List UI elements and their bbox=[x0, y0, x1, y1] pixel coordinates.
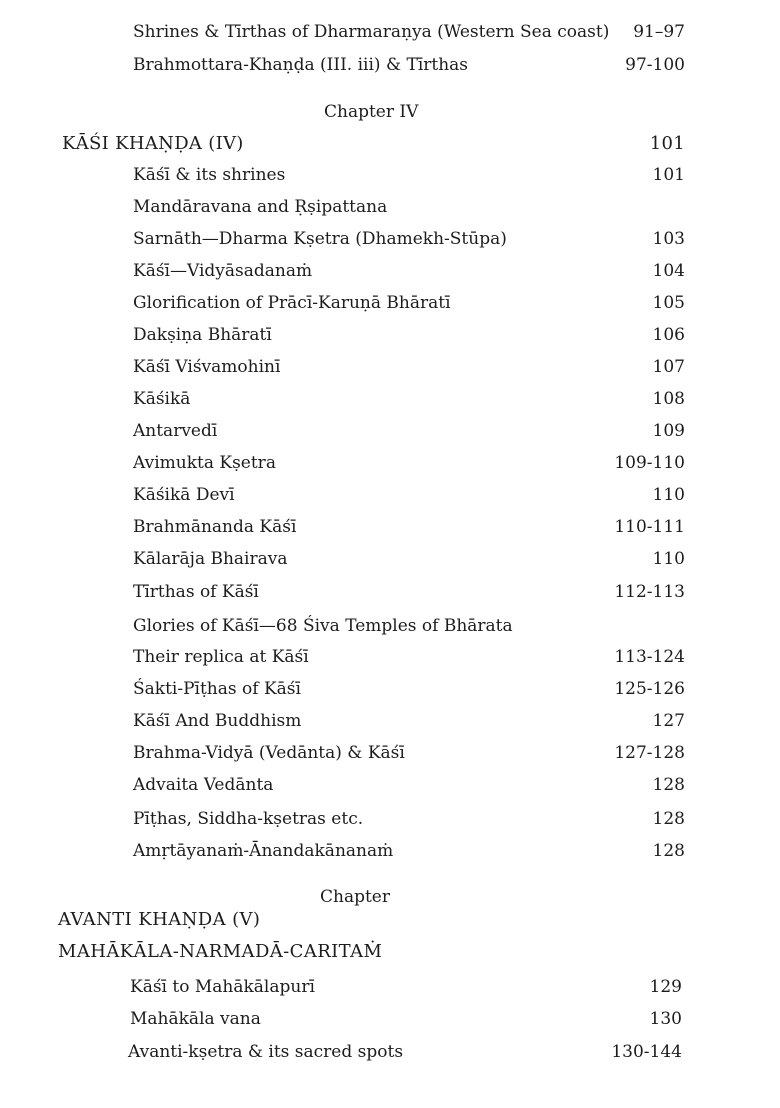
toc-entry bbox=[133, 321, 685, 349]
toc-entry-pages: 108 bbox=[652, 389, 685, 409]
toc-entry-title: Mahākāla vana bbox=[130, 1009, 261, 1029]
chapter-heading: Chapter bbox=[320, 887, 390, 907]
toc-entry-title: Kāśī—Vidyāsadanaṁ bbox=[133, 261, 313, 281]
toc-entry bbox=[133, 481, 685, 509]
toc-entry-pages: 110 bbox=[652, 549, 685, 569]
toc-entry-pages: 104 bbox=[652, 261, 685, 281]
toc-entry bbox=[128, 1038, 682, 1066]
toc-entry-title: Avanti-kṣetra & its sacred spots bbox=[128, 1042, 404, 1062]
toc-entry-title: Kāśī & its shrines bbox=[133, 165, 286, 185]
toc-entry bbox=[133, 257, 685, 285]
toc-entry bbox=[133, 193, 685, 221]
toc-entry-pages: 112-113 bbox=[614, 582, 685, 602]
toc-entry bbox=[133, 289, 685, 317]
toc-entry bbox=[130, 1005, 682, 1033]
toc-entry bbox=[133, 771, 685, 799]
toc-entry bbox=[133, 18, 685, 46]
toc-entry-title: Shrines & Tīrthas of Dharmaraṇya (Western Sea coast) bbox=[133, 22, 610, 42]
toc-entry-title: Glories of Kāśī—68 Śiva Temples of Bhārata bbox=[133, 616, 513, 636]
section-pages: 101 bbox=[649, 133, 685, 154]
toc-entry-pages: 109-110 bbox=[614, 453, 685, 473]
toc-entry-title: Glorification of Prācī-Karuṇā Bhāratī bbox=[133, 293, 451, 313]
toc-entry-title: Antarvedī bbox=[133, 421, 218, 441]
toc-entry-pages: 130 bbox=[649, 1009, 682, 1029]
toc-entry-title: Their replica at Kāśī bbox=[133, 647, 309, 667]
toc-entry-title: Advaita Vedānta bbox=[133, 775, 274, 795]
toc-entry bbox=[133, 51, 685, 79]
toc-entry-title: Kāśī Viśvamohinī bbox=[133, 357, 281, 377]
toc-entry-title: Pīṭhas, Siddha-kṣetras etc. bbox=[133, 809, 364, 829]
toc-entry-pages: 101 bbox=[652, 165, 685, 185]
toc-entry bbox=[130, 973, 682, 1001]
toc-entry bbox=[133, 225, 685, 253]
toc-entry-title: Tīrthas of Kāśī bbox=[133, 582, 259, 602]
section-subtitle: MAHĀKĀLA-NARMADĀ-CARITAṀ bbox=[58, 941, 383, 962]
toc-entry-pages: 103 bbox=[652, 229, 685, 249]
toc-entry bbox=[133, 385, 685, 413]
toc-entry-pages: 106 bbox=[652, 325, 685, 345]
toc-entry-pages: 91–97 bbox=[633, 22, 685, 42]
toc-entry bbox=[133, 578, 685, 606]
toc-entry bbox=[133, 161, 685, 189]
section-title-row bbox=[62, 130, 685, 158]
toc-entry-pages: 127 bbox=[652, 711, 685, 731]
toc-entry-title: Kāśikā Devī bbox=[133, 485, 235, 505]
toc-entry-title: Dakṣiṇa Bhāratī bbox=[133, 325, 272, 345]
toc-entry-pages: 110-111 bbox=[614, 517, 685, 537]
toc-entry bbox=[133, 513, 685, 541]
toc-entry bbox=[133, 449, 685, 477]
toc-entry bbox=[133, 417, 685, 445]
toc-entry-pages: 128 bbox=[652, 841, 685, 861]
toc-entry-title: Kālarāja Bhairava bbox=[133, 549, 288, 569]
toc-entry-title: Amṛtāyanaṁ-Ānandakānanaṁ bbox=[133, 841, 394, 861]
toc-entry-title: Kāśī to Mahākālapurī bbox=[130, 977, 315, 997]
toc-entry bbox=[133, 545, 685, 573]
toc-entry-title: Kāśī And Buddhism bbox=[133, 711, 302, 731]
toc-entry-title: Avimukta Kṣetra bbox=[133, 453, 276, 473]
toc-entry bbox=[133, 643, 685, 671]
toc-entry-pages: 107 bbox=[652, 357, 685, 377]
toc-entry-pages: 130-144 bbox=[611, 1042, 682, 1062]
toc-entry-title: Kāśikā bbox=[133, 389, 191, 409]
section-title: AVANTI KHAṆḌA (V) bbox=[58, 909, 261, 930]
toc-entry-pages: 127-128 bbox=[614, 743, 685, 763]
toc-entry bbox=[133, 353, 685, 381]
toc-entry-pages: 109 bbox=[652, 421, 685, 441]
toc-entry-pages: 113-124 bbox=[614, 647, 685, 667]
section-title: KĀŚI KHAṆḌA (IV) bbox=[62, 133, 244, 154]
toc-entry-pages: 97-100 bbox=[625, 55, 685, 75]
toc-entry-title: Sarnāth—Dharma Kṣetra (Dhamekh-Stūpa) bbox=[133, 229, 507, 249]
toc-entry-title: Brahmottara-Khaṇḍa (III. iii) & Tīrthas bbox=[133, 55, 469, 75]
toc-entry bbox=[133, 739, 685, 767]
toc-entry-pages: 128 bbox=[652, 775, 685, 795]
toc-entry-pages: 129 bbox=[649, 977, 682, 997]
toc-entry bbox=[133, 707, 685, 735]
toc-entry-title: Śakti-Pīṭhas of Kāśī bbox=[133, 679, 301, 699]
toc-entry-title: Mandāravana and Ṛṣipattana bbox=[133, 197, 388, 217]
toc-entry bbox=[133, 837, 685, 865]
toc-entry-pages: 110 bbox=[652, 485, 685, 505]
toc-entry-title: Brahmānanda Kāśī bbox=[133, 517, 297, 537]
toc-entry bbox=[133, 805, 685, 833]
toc-entry-pages: 128 bbox=[652, 809, 685, 829]
toc-entry-pages: 105 bbox=[652, 293, 685, 313]
toc-entry-pages: 125-126 bbox=[614, 679, 685, 699]
toc-entry-title: Brahma-Vidyā (Vedānta) & Kāśī bbox=[133, 743, 405, 763]
toc-entry bbox=[133, 675, 685, 703]
chapter-heading: Chapter IV bbox=[324, 102, 419, 122]
toc-entry bbox=[133, 612, 685, 640]
